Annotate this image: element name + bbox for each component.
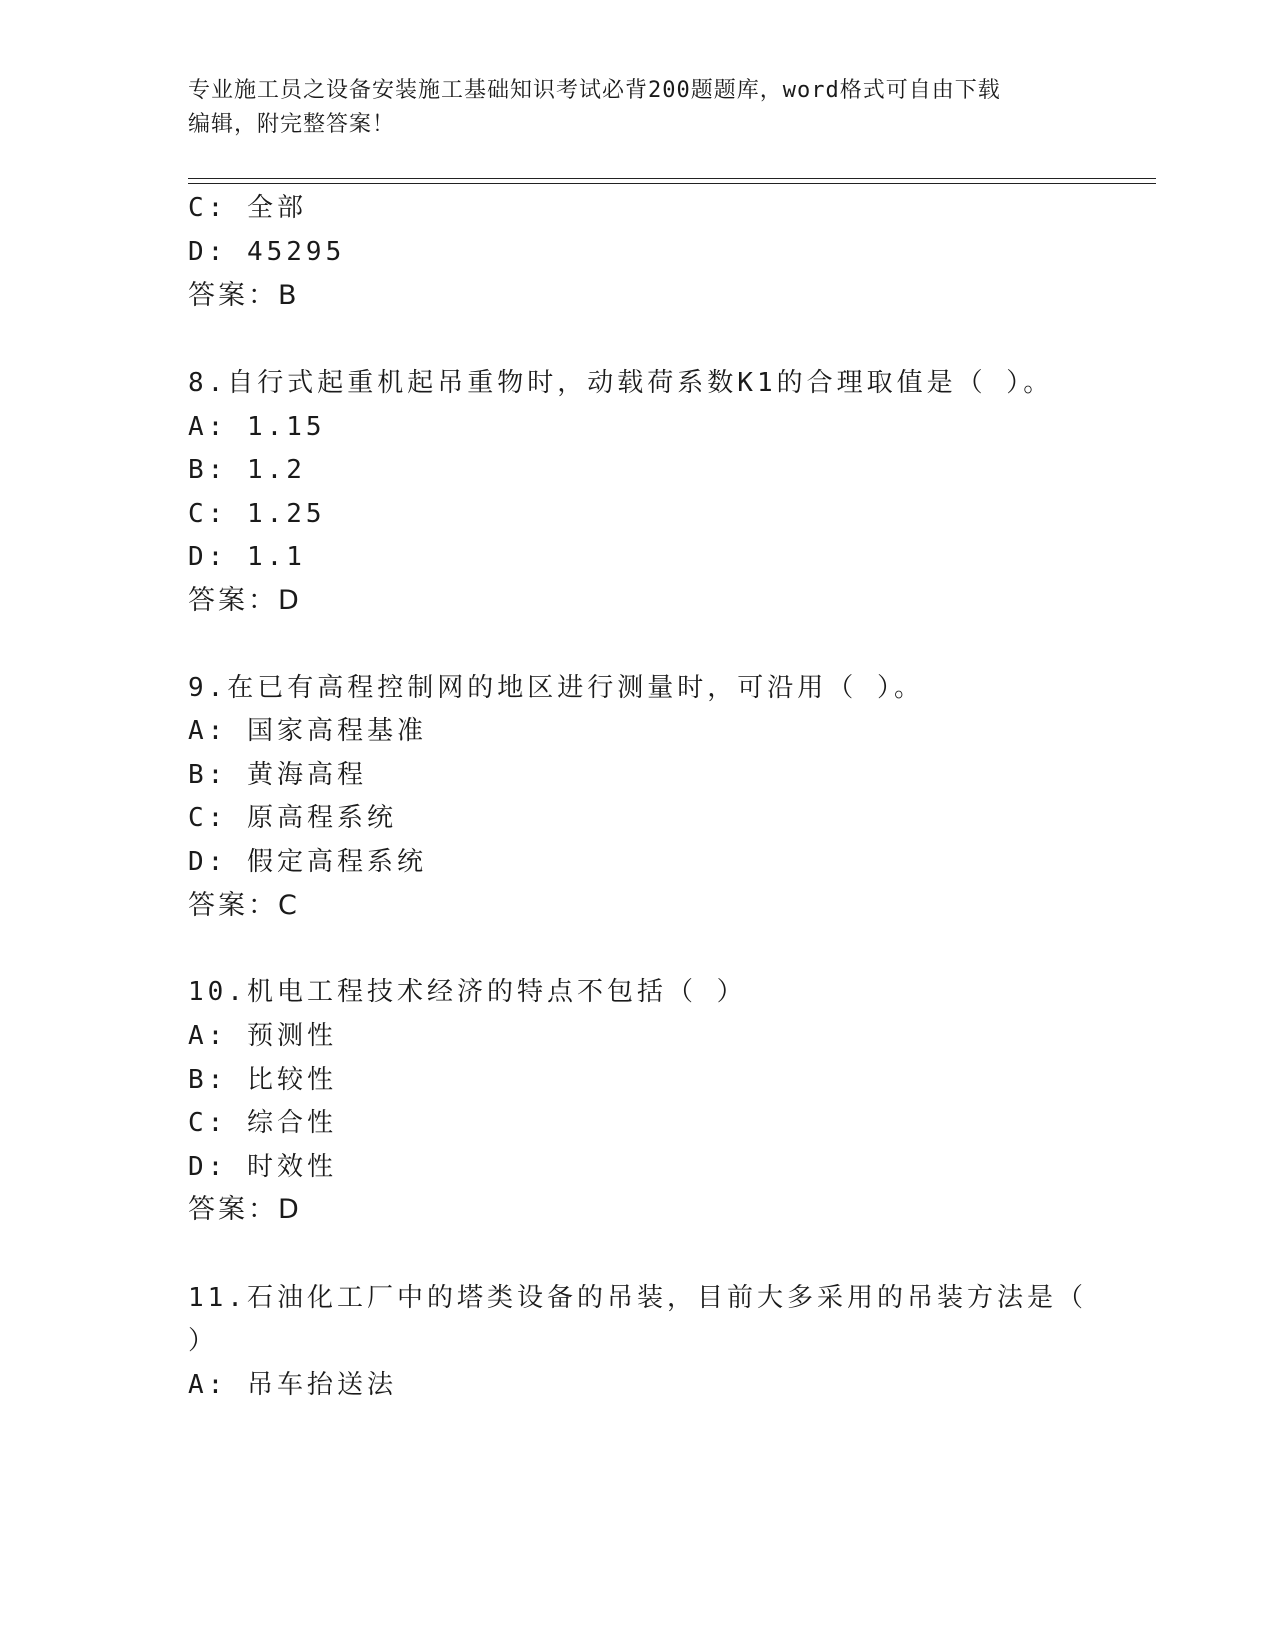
q11-option-a: A: 吊车抬送法 xyxy=(188,1370,397,1400)
q8-option-d: D: 1.1 xyxy=(188,542,306,572)
header-line-1: 专业施工员之设备安装施工基础知识考试必背200题题库，word格式可自由下载 xyxy=(188,78,1001,103)
header-line-2: 编辑，附完整答案！ xyxy=(188,112,396,137)
q9-answer: 答案：C xyxy=(188,890,300,921)
q10-option-c: C: 综合性 xyxy=(188,1108,337,1138)
document-header xyxy=(188,74,1088,142)
q11-question-continued: ） xyxy=(188,1326,219,1356)
q9-option-a: A: 国家高程基准 xyxy=(188,716,427,746)
q11-question: 11.石油化工厂中的塔类设备的吊装，目前大多采用的吊装方法是（ xyxy=(188,1283,1087,1313)
header-divider-top xyxy=(188,178,1156,179)
q10-option-a: A: 预测性 xyxy=(188,1021,337,1051)
q10-option-b: B: 比较性 xyxy=(188,1065,337,1095)
q9-option-c: C: 原高程系统 xyxy=(188,803,397,833)
q7-answer: 答案：B xyxy=(188,280,300,311)
q7-option-d: D: 45295 xyxy=(188,237,346,267)
q10-option-d: D: 时效性 xyxy=(188,1152,337,1182)
q7-option-c: C: 全部 xyxy=(188,193,307,223)
q8-option-c: C: 1.25 xyxy=(188,499,326,529)
q8-answer: 答案：D xyxy=(188,585,302,616)
header-divider-bottom xyxy=(188,183,1156,184)
q8-question: 8.自行式起重机起吊重物时，动载荷系数K1的合理取值是（ ）。 xyxy=(188,368,1054,398)
q8-option-a: A: 1.15 xyxy=(188,412,326,442)
q9-option-d: D: 假定高程系统 xyxy=(188,847,427,877)
q9-option-b: B: 黄海高程 xyxy=(188,760,367,790)
q10-question: 10.机电工程技术经济的特点不包括（ ） xyxy=(188,977,747,1007)
q8-option-b: B: 1.2 xyxy=(188,455,306,485)
q9-question: 9.在已有高程控制网的地区进行测量时，可沿用（ ）。 xyxy=(188,673,924,703)
q10-answer: 答案：D xyxy=(188,1194,302,1225)
